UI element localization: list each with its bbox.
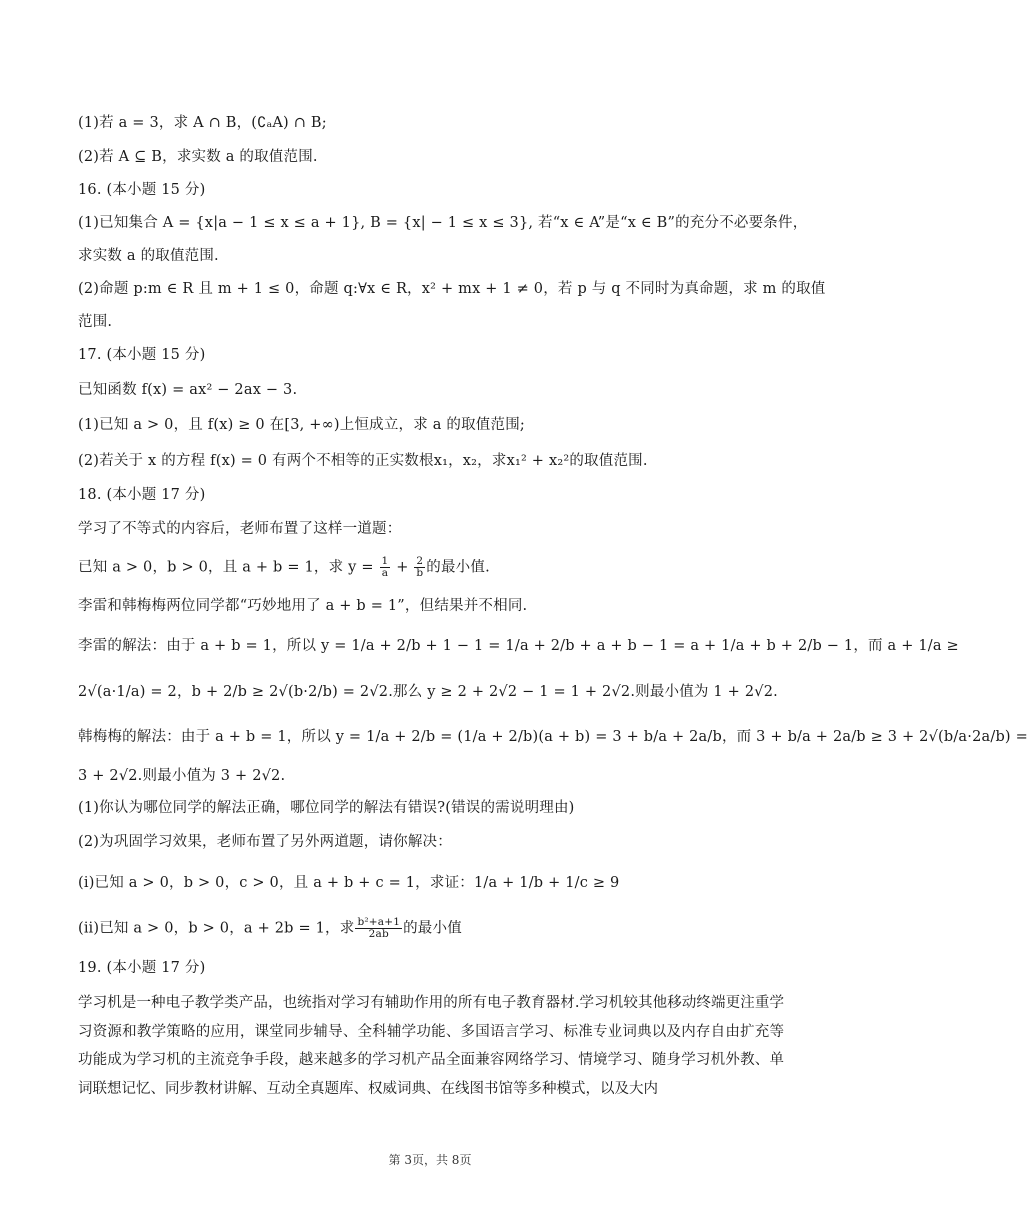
q15-part1: (1)若 a = 3，求 A ∩ B，(∁ₐA) ∩ B; (78, 115, 327, 131)
q15-part2: (2)若 A ⊆ B，求实数 a 的取值范围. (78, 149, 318, 165)
lilei-solution-line1: 李雷的解法：由于 a + b = 1，所以 y = 1/a + 2/b + 1 − 1 = 1/a + 2/b + a + b − 1 = a + 1/a + b + 2/b − 1，而 a + 1/a ≥ (78, 638, 959, 654)
q18-note: 李雷和韩梅梅两位同学都“巧妙地用了 a + b = 1”，但结果并不相同. (78, 598, 528, 614)
q17-heading: 17. (本小题 15 分) (78, 347, 206, 363)
q18-sub2-text-b: 的最小值 (403, 920, 462, 937)
q18-sub1: (ⅰ)已知 a > 0，b > 0，c > 0，且 a + b + c = 1，求证：1/a + 1/b + 1/c ≥ 9 (78, 875, 620, 891)
q16-heading: 16. (本小题 15 分) (78, 182, 206, 198)
q16-part1-line2: 求实数 a 的取值范围. (78, 248, 219, 264)
q18-heading: 18. (本小题 17 分) (78, 487, 206, 503)
q18-sub2 (78, 917, 784, 940)
lilei-solution-line2: 2√(a·1/a) = 2，b + 2/b ≥ 2√(b·2/b) = 2√2.那么 y ≥ 2 + 2√2 − 1 = 1 + 2√2.则最小值为 1 + 2√2. (78, 684, 778, 700)
q17-intro: 已知函数 f(x) = ax² − 2ax − 3. (78, 382, 298, 398)
q18-sub2-text-a: (ⅱ)已知 a > 0，b > 0，a + 2b = 1，求 (78, 920, 355, 937)
q17-part1: (1)已知 a > 0，且 f(x) ≥ 0 在[3, +∞)上恒成立，求 a 的取值范围; (78, 417, 525, 433)
q16-part1-line1: (1)已知集合 A = {x|a − 1 ≤ x ≤ a + 1}, B = {x| − 1 ≤ x ≤ 3}, 若“x ∈ A”是“x ∈ B”的充分不必要条件， (78, 215, 808, 231)
fraction-2-over-b: $\frac{2}{b}$ (416, 555, 424, 579)
q16-part2-line1: (2)命题 p:m ∈ R 且 m + 1 ≤ 0，命题 q:∀x ∈ R，x² + mx + 1 ≠ 0，若 p 与 q 不同时为真命题，求 m 的取值 (78, 281, 826, 297)
q18-problem-text-a: 已知 a > 0，b > 0，且 a + b = 1，求 y = (78, 559, 379, 576)
q18-question2: (2)为巩固学习效果，老师布置了另外两道题，请你解决： (78, 834, 452, 850)
fraction-1-over-a: $\frac{1}{a}$ (381, 555, 389, 579)
q18-problem-text-b: 的最小值. (426, 559, 490, 576)
han-solution-line2: 3 + 2√2.则最小值为 3 + 2√2. (78, 768, 286, 784)
page-footer: 第 3页，共 8页 (388, 1153, 472, 1167)
han-solution-line1: 韩梅梅的解法：由于 a + b = 1，所以 y = 1/a + 2/b = (1/a + 2/b)(a + b) = 3 + b/a + 2a/b，而 3 + b/a + 2a/b ≥ 3 + 2√(b/a·2a/b) = (78, 729, 1028, 745)
fraction-sub2-expression: $\frac{\text{b²+a+1}}{2ab}$ (357, 916, 401, 940)
q19-heading: 19. (本小题 17 分) (78, 960, 206, 976)
q17-part2: (2)若关于 x 的方程 f(x) = 0 有两个不相等的正实数根x₁，x₂，求x₁² + x₂²的取值范围. (78, 453, 648, 469)
q18-intro: 学习了不等式的内容后，老师布置了这样一道题： (78, 521, 402, 537)
q18-question1: (1)你认为哪位同学的解法正确，哪位同学的解法有错误?(错误的需说明理由) (78, 800, 575, 816)
q19-body: 学习机是一种电子教学类产品，也统指对学习有辅助作用的所有电子教育器材.学习机较其他移动终端更注重学习资源和教学策略的应用，课堂同步辅导、全科辅学功能、多国语言学习、标准专业词典以及内存自由扩充等功能成为学习机的主流竞争手段，越来越多的学习机产品全面兼容网络学习、情境学习、随身学习机外教、单词联想记忆、同步教材讲解、互动全真题库、权威词典、在线图书馆等多种模式，以及大内 (78, 995, 784, 1097)
q16-part2-line2: 范围. (78, 314, 113, 330)
q18-problem: 已知 a > 0，b > 0，且 a + b = 1，求 y = $\frac{1}{a}$ + $\frac{2}{b}$ 的最小值. (78, 555, 490, 579)
